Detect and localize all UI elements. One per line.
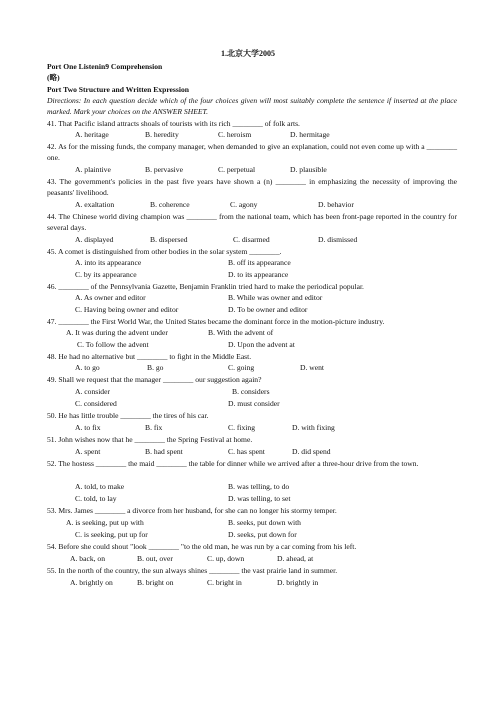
option-47-d: D. Upon the advent at — [228, 340, 295, 349]
option-49-d: D. must consider — [228, 399, 280, 408]
question-55: 55. In the north of the country, the sun always shines ________ the vast prairie land in summer. — [47, 566, 338, 575]
option-51-d: D. did spend — [292, 447, 331, 456]
question-45: 45. A comet is distinguished from other bodies in the solar system ________. — [47, 247, 282, 256]
option-51-c: C. has spent — [228, 447, 265, 456]
option-53-b: B. seeks, put down with — [228, 518, 301, 527]
option-54-c: C. up, down — [207, 554, 245, 563]
option-46-a: A. As owner and editor — [75, 293, 146, 302]
option-44-d: D. dismissed — [318, 235, 358, 244]
question-43: 43. The government's policies in the past five years have shown a (n) ________ in emphasizing the necessity of improving the peasants' livelihood. — [47, 177, 457, 197]
option-52-d: D. was telling, to set — [228, 494, 291, 503]
option-45-b: B. off its appearance — [228, 258, 291, 267]
option-53-c: C. is seeking, put up for — [75, 530, 148, 539]
option-44-c: C. disarmed — [233, 235, 270, 244]
option-41-c: C. heroism — [218, 130, 252, 139]
option-55-b: B. bright on — [137, 578, 174, 587]
option-45-a: A. into its appearance — [75, 258, 142, 267]
question-51: 51. John wishes now that he ________ the Spring Festival at home. — [47, 435, 253, 444]
option-43-a: A. exaltation — [75, 200, 115, 209]
option-54-d: D. ahead, at — [277, 554, 314, 563]
option-42-c: C. perpetual — [218, 165, 256, 174]
option-42-b: B. pervasive — [145, 165, 183, 174]
question-44: 44. The Chinese world diving champion was ________ from the national team, which has been front-page reported in the country for several days. — [47, 212, 457, 232]
option-50-b: B. fix — [145, 423, 163, 432]
option-42-a: A. plaintive — [75, 165, 111, 174]
option-47-c: C. To follow the advent — [77, 340, 149, 349]
question-50: 50. He has little trouble ________ the tires of his car. — [47, 411, 209, 420]
option-48-c: C. going — [228, 363, 255, 372]
option-50-a: A. to fix — [75, 423, 101, 432]
question-53: 53. Mrs. James ________ a divorce from her husband, for she can no longer his stormy temper. — [47, 506, 337, 515]
option-47-a: A. It was during the advent under — [66, 328, 168, 337]
option-52-a: A. told, to make — [75, 482, 125, 491]
option-48-b: B. go — [147, 363, 164, 372]
option-51-b: B. had spent — [145, 447, 183, 456]
option-51-a: A. spent — [75, 447, 101, 456]
question-48: 48. He had no alternative but ________ to fight in the Middle East. — [47, 352, 252, 361]
option-46-d: D. To be owner and editor — [228, 305, 308, 314]
option-47-b: B. With the advent of — [208, 328, 274, 337]
option-44-a: A. displayed — [75, 235, 114, 244]
option-55-d: D. brightly in — [277, 578, 319, 587]
question-46: 46. ________ of the Pennsylvania Gazette, Benjamin Franklin tried hard to make the periodical popular. — [47, 282, 364, 291]
question-49: 49. Shall we request that the manager ________ our suggestion again? — [47, 375, 262, 384]
option-52-c: C. told, to lay — [75, 494, 117, 503]
option-55-c: C. bright in — [207, 578, 242, 587]
question-47: 47. ________ the First World War, the United States became the dominant force in the motion-picture industry. — [47, 317, 385, 326]
option-50-c: C. fixing — [228, 423, 256, 432]
option-45-d: D. to its appearance — [228, 270, 289, 279]
option-49-a: A. consider — [75, 387, 111, 396]
option-54-b: B. out, over — [137, 554, 173, 563]
option-48-a: A. to go — [75, 363, 100, 372]
part-two-heading: Port Two Structure and Written Expression — [47, 85, 189, 94]
option-49-b: B. considers — [232, 387, 270, 396]
option-52-b: B. was telling, to do — [228, 482, 290, 491]
question-54: 54. Before she could shout "look ________ "to the old man, he was run by a car coming from his left. — [47, 542, 357, 551]
option-54-a: A. back, on — [70, 554, 106, 563]
question-52: 52. The hostess ________ the maid ________ the table for dinner while we arrived after a three-hour drive from the town. — [47, 459, 419, 468]
option-48-d: D. went — [300, 363, 325, 372]
option-55-a: A. brightly on — [70, 578, 113, 587]
option-43-d: D. behavior — [318, 200, 354, 209]
option-43-b: B. coherence — [150, 200, 190, 209]
page-title: 1.北京大学2005 — [221, 49, 275, 58]
option-46-b: B. While was owner and editor — [228, 293, 323, 302]
option-43-c: C. agony — [230, 200, 258, 209]
option-53-a: A. is seeking, put up with — [66, 518, 144, 527]
option-50-d: D. with fixing — [292, 423, 335, 432]
option-44-b: B. dispersed — [150, 235, 188, 244]
option-49-c: C. considered — [75, 399, 117, 408]
option-53-d: D. seeks, put down for — [228, 530, 297, 539]
option-41-b: B. heredity — [145, 130, 179, 139]
question-41: 41. That Pacific island attracts shoals of tourists with its rich ________ of folk arts. — [47, 119, 300, 128]
option-41-a: A. heritage — [75, 130, 109, 139]
option-46-c: C. Having being owner and editor — [75, 305, 179, 314]
part-one-heading: Port One Listenin9 Comprehension — [47, 62, 163, 71]
option-45-c: C. by its appearance — [75, 270, 137, 279]
option-41-d: D. hermitage — [290, 130, 330, 139]
directions: Directions: In each question decide which of the four choices given will most suitably complete the sentence if inserted at the place marked. Mark your choices on the ANSWER SHEET. — [47, 96, 457, 116]
question-42: 42. As for the missing funds, the company manager, when demanded to give an explanation, could not even come up with a ________ one. — [47, 142, 457, 162]
part-one-note: (略) — [47, 73, 60, 82]
option-42-d: D. plausible — [290, 165, 327, 174]
